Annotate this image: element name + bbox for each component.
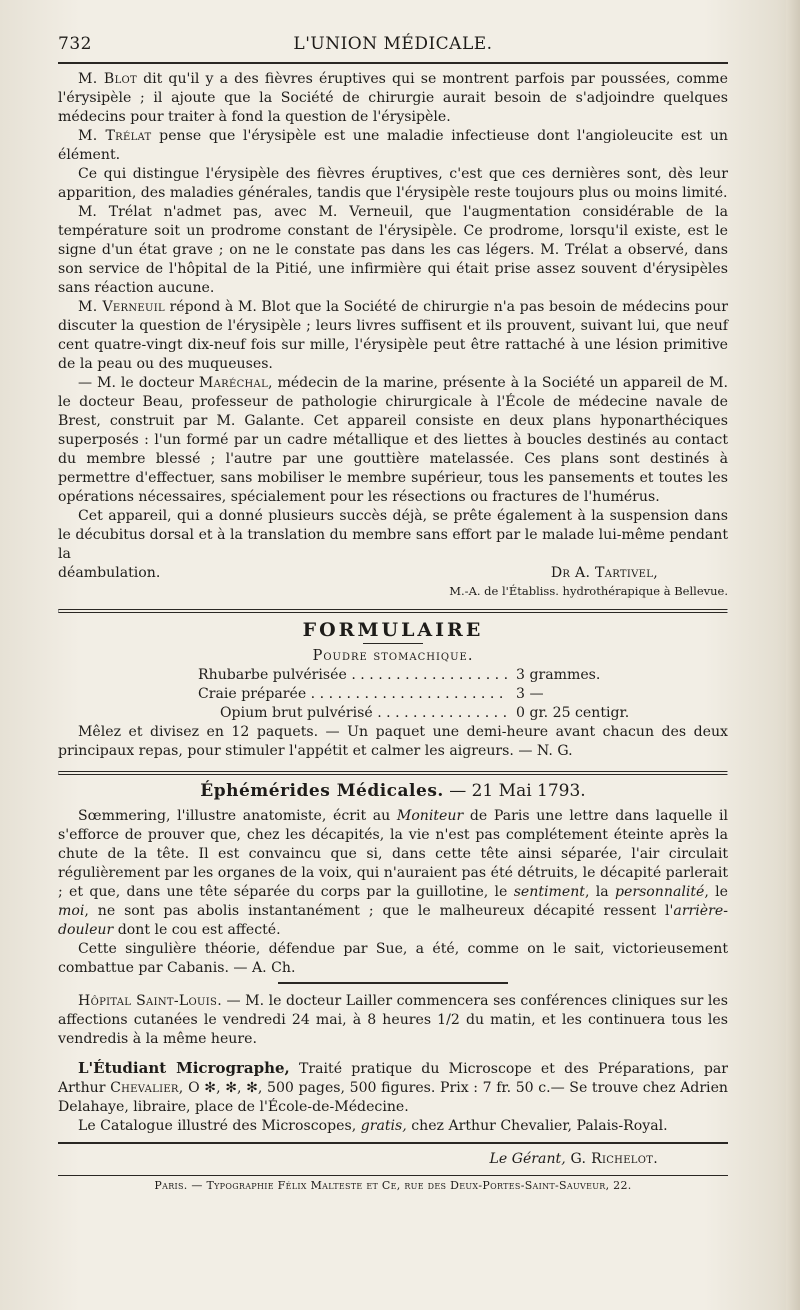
ingredient-name: Rhubarbe pulvérisée . . . [198, 666, 508, 685]
last-word: déambulation. [58, 565, 161, 581]
catalogue-notice: Le Catalogue illustré des Microscopes, gratis, chez Arthur Chevalier, Palais-Royal. [78, 1118, 668, 1134]
paragraph-marechal: — M. le docteur Maréchal, médecin de la marine, présente à la Société un appareil de M. le docteur Beau, professeur de pathologie chirurgicale à l'École de médecine navale de Brest, construit par M. Galante. Cet appareil consiste en deux plans hyponarthéciques superposés : l'un formé par un cadre métallique et des liettes à boucles destinés au contact du membre blessé ; l'autre par une gouttière matelassée. Ces plans sont destinés à permettre d'effectuer, sans mobiliser le membre supérieur, tous les pansements et toutes les opérations nécessaires, spécialement pour les résections ou fractures de l'humérus. [58, 375, 728, 505]
signature-line [58, 564, 728, 583]
speaker-name: Maréchal [198, 375, 269, 391]
ephemerides-section [58, 781, 728, 978]
ingredient-quantity: 3 grammes. [516, 667, 601, 683]
paragraph-blot: M. Blot dit qu'il y a des fièvres éruptives qui se montrent parfois par poussées, comme l'érysipèle ; il ajoute que la Société de chirurgie aurait besoin de s'adjoindre quelques médecins pour traiter à fond la question de l'érysipèle. [58, 71, 728, 125]
paragraph-distinction: Ce qui distingue l'érysipèle des fièvres éruptives, c'est que ces dernières sont, dès leur apparition, des maladies générales, tandis que l'érysipèle reste toujours plus ou moins limité. [58, 166, 728, 201]
book-notice: L'Étudiant Micrographe, Traité pratique du Microscope et des Préparations, par Arthur Chevalier, O ✻, ✻, ✻, 500 pages, 500 figures. Prix : 7 fr. 50 c.— Se trouve chez Adrien Delahaye, libraire, place de l'École-de-Médecine. [58, 1059, 728, 1115]
short-rule [363, 643, 423, 644]
ingredient-list [198, 666, 678, 723]
ingredient-row [198, 685, 678, 704]
paragraph-verneuil: M. Verneuil répond à M. Blot que la Société de chirurgie n'a pas besoin de médecins pour discuter la question de l'érysipèle ; leurs livres suffisent et ils prouvent, suivant lui, que neuf cent quatre-vingt dix-neuf fois sur mille, l'érysipèle peut être rattaché à une lésion primitive de la peau ou des muqueuses. [58, 299, 728, 372]
section-divider [58, 771, 728, 775]
ephemerides-heading: Éphémérides Médicales. — 21 Mai 1793. [200, 781, 586, 801]
running-head [58, 34, 728, 62]
ingredient-quantity: 0 gr. 25 centigr. [516, 705, 630, 721]
society-discussion [58, 70, 728, 599]
ingredient-row [198, 666, 678, 685]
paragraph-prodrome: M. Trélat n'admet pas, avec M. Verneuil, que l'augmentation considérable de la température soit un prodrome constant de l'érysipèle. Ce prodrome, lorsqu'il existe, est le signe d'un état grave ; on ne le constate pas dans les cas légers. M. Trélat a observé, dans son service de l'hôpital de la Pitié, une infirmière qui était prise assez souvent d'érysipèles sans réaction aucune. [58, 204, 728, 296]
imprint: Paris. — Typographie Félix Malteste et Ce, rue des Deux-Portes-Saint-Sauveur, 22. [154, 1179, 632, 1192]
formulaire-heading: FORMULAIRE [302, 619, 484, 641]
ingredient-row [198, 704, 678, 723]
imprint-rule [58, 1175, 728, 1176]
mid-rule [278, 982, 508, 984]
ingredient-name: Opium brut pulvérisé . . . [220, 704, 508, 723]
formulaire-section [58, 619, 728, 761]
signature-affiliation: M.-A. de l'Établiss. hydrothérapique à Bellevue. [449, 584, 728, 598]
ephemerides-paragraph: Cette singulière théorie, défendue par Sue, a été, comme on le sait, victorieusement combattue par Cabanis. — A. Ch. [58, 941, 728, 976]
footer-rule [58, 1142, 728, 1144]
hospital-notice: Hôpital Saint-Louis. — M. le docteur Lailler commencera ses conférences cliniques sur les affections cutanées le vendredi 24 mai, à 8 heures 1/2 du matin, et les continuera tous les vendredis à la même heure. [58, 993, 728, 1047]
page-spine-shadow [786, 0, 800, 1310]
signature-name: Dr A. Tartivel, [550, 565, 658, 581]
paragraph-trelat: M. Trélat pense que l'érysipèle est une maladie infectieuse dont l'angioleucite est un élément. [58, 128, 728, 163]
section-divider [58, 609, 728, 613]
speaker-name: M. Blot [78, 71, 137, 87]
header-rule [58, 62, 728, 64]
ingredient-quantity: 3 — [516, 686, 544, 702]
recipe-instructions: Mêlez et divisez en 12 paquets. — Un paquet une demi-heure avant chacun des deux principaux repas, pour stimuler l'appétit et calmer les aigreurs. — N. G. [58, 724, 728, 759]
gerant-line: Le Gérant, G. Richelot. [489, 1151, 658, 1167]
notices-section [58, 992, 728, 1136]
paragraph-appareil: Cet appareil, qui a donné plusieurs succès déjà, se prête également à la suspension dans le décubitus dorsal et à la translation du membre sans effort par le malade lui-même pendant la [58, 508, 728, 562]
page-number: 732 [58, 34, 92, 54]
journal-title: L'UNION MÉDICALE. [293, 34, 493, 54]
hospital-label: Hôpital Saint-Louis. [78, 993, 222, 1009]
speaker-name: M. Trélat [78, 128, 152, 144]
ephemerides-paragraph: Sœmmering, l'illustre anatomiste, écrit au Moniteur de Paris une lettre dans laquelle il s'efforce de prouver que, chez les décapités, la vie n'est pas complétement éteinte après la chute de la tête. Il est convaincu que si, dans cette tête ainsi séparée, l'air circulait régulièrement par les organes de la voix, qui n'auraient pas été détruits, le décapité parlerait ; et que, dans une tête séparée du corps par la guillotine, le sentiment, la personnalité, le moi, ne sont pas abolis instantanément ; que le malheureux décapité ressent l'arrière-douleur dont le cou est affecté. [58, 808, 728, 938]
ingredient-name: Craie préparée . . . [198, 685, 508, 704]
recipe-title: Poudre stomachique. [312, 648, 474, 664]
book-title: L'Étudiant Micrographe, [78, 1059, 290, 1077]
speaker-name: M. Verneuil [78, 299, 165, 315]
